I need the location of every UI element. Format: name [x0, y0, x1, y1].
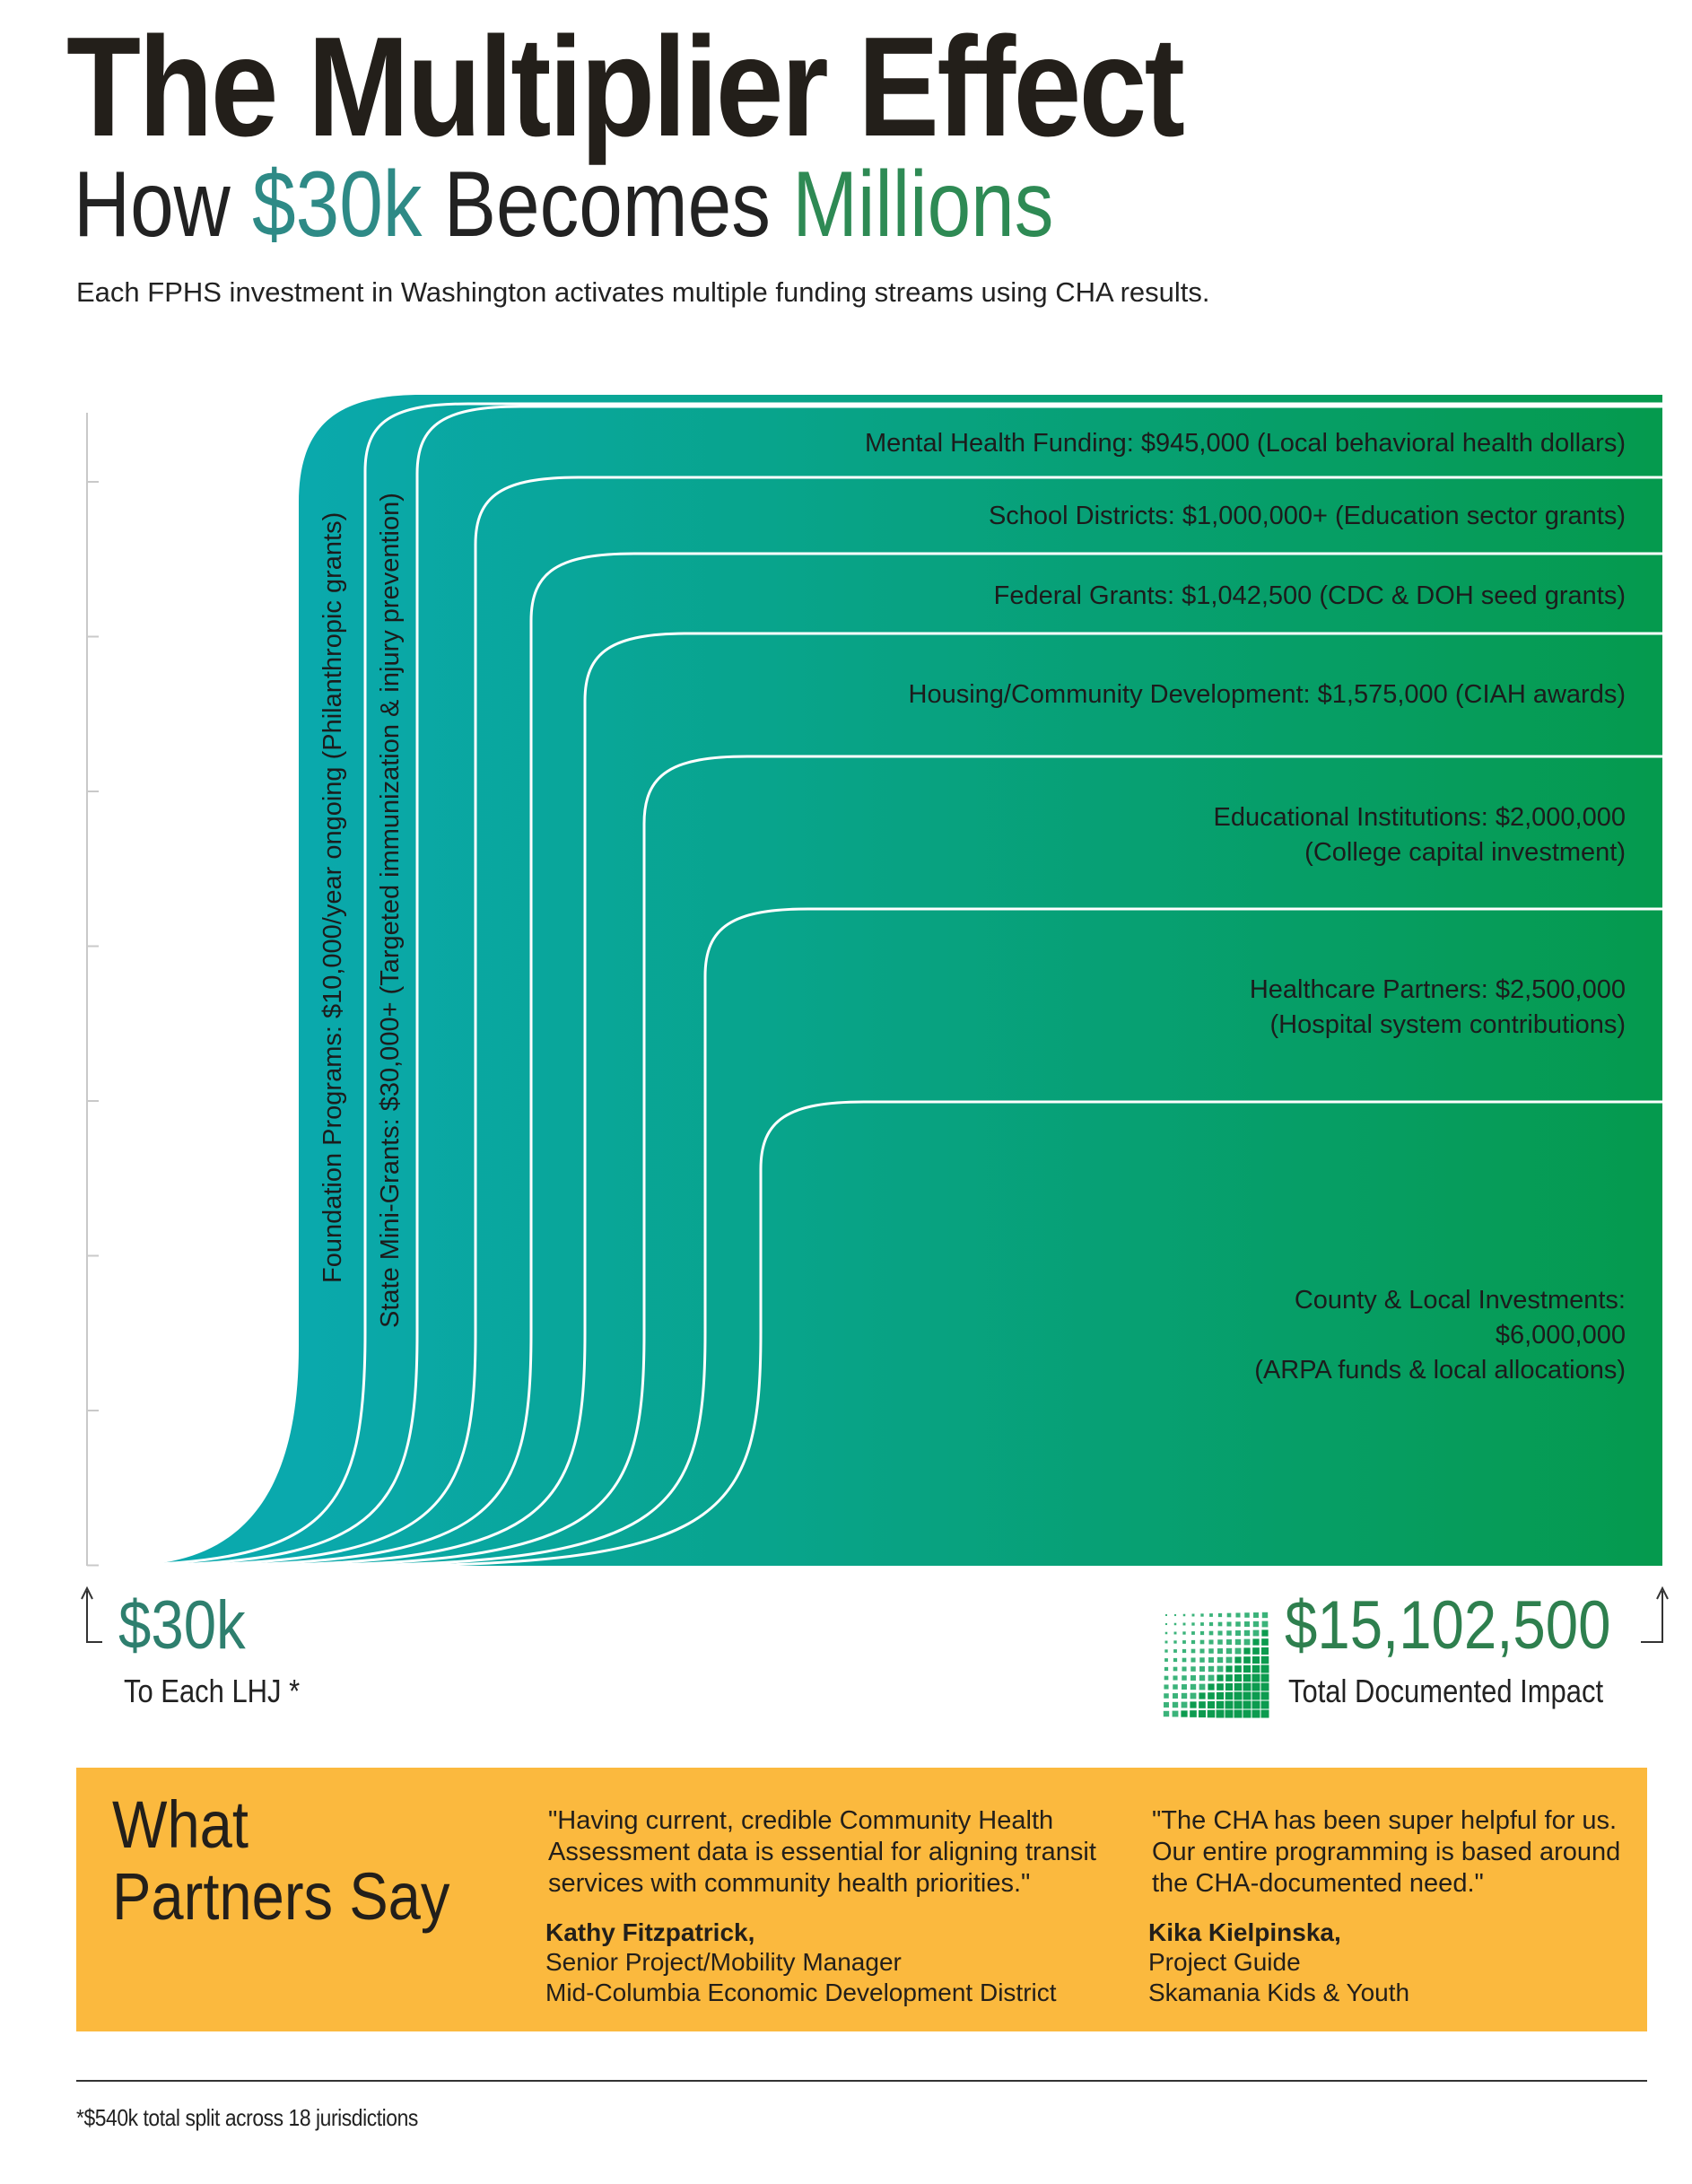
pixel-grid-cell: [1252, 1665, 1260, 1673]
flow-label-line: County & Local Investments:: [1294, 1286, 1626, 1315]
pixel-grid-cell: [1173, 1675, 1177, 1680]
pixel-grid-cell: [1173, 1667, 1178, 1672]
pixel-grid-cell: [1191, 1622, 1194, 1625]
flow-vertical-label: State Mini-Grants: $30,000+ (Targeted immunization & injury prevention): [376, 493, 405, 1328]
pixel-grid-cell: [1208, 1657, 1214, 1663]
pixel-grid-cell: [1208, 1648, 1214, 1654]
pixel-grid-cell: [1164, 1711, 1169, 1717]
quote-1-org: Mid-Columbia Economic Development District: [545, 1979, 1057, 2006]
start-value: $30k: [118, 1587, 246, 1664]
pixel-grid-cell: [1243, 1656, 1251, 1664]
pixel-grid-cell: [1252, 1674, 1260, 1682]
pixel-grid-cell: [1192, 1614, 1195, 1617]
pixel-grid-cell: [1200, 1631, 1204, 1635]
quote-2-line: the CHA-documented need.": [1152, 1869, 1484, 1898]
pixel-grid-icon: [1164, 1612, 1269, 1718]
pixel-grid-cell: [1183, 1614, 1186, 1617]
pixel-grid-cell: [1262, 1621, 1269, 1628]
pixel-grid-cell: [1182, 1675, 1187, 1681]
pixel-grid-cell: [1199, 1666, 1205, 1672]
pixel-grid-cell: [1165, 1614, 1167, 1616]
pixel-grid-cell: [1218, 1613, 1222, 1617]
pixel-grid-cell: [1253, 1621, 1259, 1627]
pixel-grid-cell: [1209, 1622, 1213, 1626]
pixel-grid-cell: [1191, 1649, 1196, 1654]
pixel-grid-cell: [1208, 1692, 1215, 1699]
pixel-grid-cell: [1217, 1683, 1224, 1690]
pixel-grid-cell: [1164, 1676, 1169, 1681]
pixel-grid-cell: [1173, 1711, 1179, 1717]
pixel-grid-cell: [1191, 1640, 1195, 1644]
start-caption: To Each LHJ *: [124, 1673, 301, 1709]
pixel-grid-cell: [1243, 1665, 1251, 1673]
y-axis: [87, 413, 99, 1566]
flow-label-line: Healthcare Partners: $2,500,000: [1249, 975, 1626, 1004]
pixel-grid-cell: [1199, 1701, 1206, 1708]
quote-2-line: "The CHA has been super helpful for us.: [1152, 1806, 1618, 1835]
pixel-grid-cell: [1252, 1701, 1260, 1709]
pixel-grid-cell: [1253, 1630, 1260, 1637]
pixel-grid-cell: [1252, 1683, 1260, 1691]
quote-1-line: services with community health priorities.": [548, 1869, 1031, 1898]
pixel-grid-cell: [1173, 1693, 1178, 1699]
quote-2-role: Project Guide: [1148, 1948, 1301, 1976]
quote-2-attribution: [1148, 1918, 1409, 2008]
pixel-grid-cell: [1225, 1665, 1232, 1672]
quote-2-name: Kika Kielpinska,: [1148, 1918, 1341, 1946]
pixel-grid-cell: [1234, 1665, 1242, 1673]
pixel-grid-cell: [1225, 1692, 1234, 1700]
pixel-grid-cell: [1190, 1701, 1196, 1708]
pixel-grid-cell: [1234, 1710, 1243, 1718]
pixel-grid-cell: [1164, 1649, 1167, 1652]
pixel-grid-cell: [1183, 1623, 1186, 1626]
pixel-grid-cell: [1164, 1684, 1168, 1689]
quote-card-1: [548, 1805, 1096, 1900]
pixel-grid-cell: [1253, 1612, 1259, 1618]
pixel-grid-cell: [1199, 1684, 1206, 1690]
pixel-grid-cell: [1252, 1656, 1260, 1664]
flow-label-line: Educational Institutions: $2,000,000: [1213, 803, 1626, 832]
subtitle-middle: Becomes: [422, 153, 793, 257]
pixel-grid-cell: [1182, 1649, 1186, 1653]
pixel-grid-cell: [1164, 1702, 1169, 1708]
pixel-grid-cell: [1182, 1631, 1185, 1634]
pixel-grid-cell: [1235, 1630, 1241, 1636]
pixel-grid-cell: [1218, 1622, 1223, 1627]
pixel-grid-cell: [1191, 1657, 1195, 1662]
pixel-grid-cell: [1182, 1702, 1188, 1708]
pixel-grid-cell: [1244, 1639, 1251, 1646]
quotes-heading-line1: What: [112, 1787, 249, 1862]
pixel-grid-cell: [1252, 1638, 1259, 1645]
start-arrow-line: [87, 1591, 102, 1642]
flow-label-line: School Districts: $1,000,000+ (Education sector grants): [988, 502, 1626, 530]
pixel-grid-cell: [1243, 1692, 1252, 1700]
pixel-grid-cell: [1217, 1639, 1223, 1645]
pixel-grid-cell: [1252, 1647, 1260, 1655]
pixel-grid-cell: [1173, 1640, 1176, 1643]
pixel-grid-cell: [1235, 1639, 1241, 1645]
pixel-grid-cell: [1226, 1630, 1232, 1636]
pixel-grid-cell: [1208, 1683, 1214, 1690]
pixel-grid-cell: [1226, 1639, 1232, 1645]
pixel-grid-cell: [1200, 1622, 1204, 1626]
quotes-heading-line2: Partners Say: [112, 1859, 450, 1934]
pixel-grid-cell: [1217, 1674, 1223, 1681]
pixel-grid-cell: [1181, 1710, 1187, 1717]
pixel-grid-cell: [1234, 1656, 1241, 1663]
pixel-grid-cell: [1200, 1640, 1205, 1645]
pixel-grid-cell: [1209, 1631, 1214, 1636]
pixel-grid-cell: [1165, 1623, 1167, 1625]
pixel-grid-cell: [1182, 1666, 1186, 1671]
pixel-grid-cell: [1261, 1638, 1269, 1646]
quote-1-text: [548, 1805, 1096, 1900]
pixel-grid-cell: [1243, 1710, 1252, 1718]
flow-label-line: $6,000,000: [1495, 1321, 1626, 1350]
flow-vertical-label: Foundation Programs: $10,000/year ongoing (Philanthropic grants): [318, 511, 347, 1283]
pixel-grid-cell: [1199, 1648, 1204, 1653]
pixel-grid-cell: [1244, 1630, 1250, 1636]
pixel-grid-cell: [1217, 1710, 1225, 1718]
pixel-grid-cell: [1191, 1666, 1196, 1672]
quote-2-org: Skamania Kids & Youth: [1148, 1979, 1410, 2006]
pixel-grid-cell: [1226, 1621, 1231, 1626]
pixel-grid-cell: [1243, 1674, 1252, 1682]
pixel-grid-cell: [1227, 1613, 1232, 1618]
flow-label-line: Mental Health Funding: $945,000 (Local behavioral health dollars): [865, 429, 1626, 458]
pixel-grid-cell: [1200, 1613, 1203, 1616]
pixel-grid-cell: [1173, 1658, 1177, 1662]
pixel-grid-cell: [1164, 1693, 1169, 1699]
pixel-grid-cell: [1252, 1710, 1260, 1718]
pixel-grid-cell: [1182, 1684, 1187, 1690]
pixel-grid-cell: [1190, 1710, 1197, 1717]
pixel-grid-cell: [1226, 1657, 1233, 1664]
pixel-grid-cell: [1235, 1612, 1240, 1617]
pixel-grid-cell: [1191, 1693, 1197, 1699]
pixel-grid-cell: [1261, 1692, 1269, 1700]
pixel-grid-cell: [1191, 1684, 1196, 1690]
pixel-grid-cell: [1208, 1675, 1215, 1682]
pixel-grid-cell: [1173, 1649, 1177, 1653]
quote-1-line: "Having current, credible Community Health: [548, 1806, 1054, 1835]
quote-card-2: [1152, 1805, 1620, 1900]
pixel-grid-cell: [1174, 1632, 1177, 1635]
flow-label-line: (ARPA funds & local allocations): [1254, 1356, 1626, 1385]
pixel-grid-cell: [1199, 1692, 1205, 1699]
pixel-grid-cell: [1174, 1614, 1176, 1616]
flow-label-line: (Hospital system contributions): [1269, 1010, 1626, 1039]
pixel-grid-cell: [1164, 1667, 1168, 1671]
footnote: *$540k total split across 18 jurisdictions: [76, 2104, 418, 2131]
pixel-grid-cell: [1244, 1612, 1250, 1618]
pixel-grid-cell: [1234, 1701, 1243, 1709]
pixel-grid-cell: [1173, 1684, 1178, 1690]
pixel-grid-cell: [1199, 1657, 1205, 1663]
pixel-grid-cell: [1208, 1701, 1215, 1708]
pixel-grid-cell: [1234, 1692, 1243, 1700]
pixel-grid-cell: [1174, 1623, 1177, 1626]
pixel-grid-cell: [1243, 1683, 1252, 1691]
subtitle-end: Millions: [792, 153, 1054, 257]
pixel-grid-cell: [1199, 1710, 1206, 1717]
footer-divider: [76, 2080, 1647, 2082]
pixel-grid-cell: [1182, 1640, 1186, 1644]
flow-label-line: Housing/Community Development: $1,575,000 (CIAH awards): [908, 680, 1626, 709]
pixel-grid-cell: [1244, 1621, 1250, 1627]
pixel-grid-cell: [1261, 1629, 1268, 1636]
pixel-grid-cell: [1165, 1641, 1168, 1644]
pixel-grid-cell: [1234, 1674, 1242, 1682]
pixel-grid-cell: [1217, 1648, 1223, 1654]
pixel-grid-cell: [1199, 1675, 1205, 1681]
pixel-grid-cell: [1191, 1675, 1196, 1681]
page-title: The Multiplier Effect: [66, 8, 1183, 166]
pixel-grid-cell: [1208, 1639, 1213, 1644]
subtitle-amount: $30k: [252, 153, 423, 257]
flow-label-line: (College capital investment): [1304, 838, 1626, 867]
pixel-grid-cell: [1225, 1701, 1234, 1709]
pixel-grid-cell: [1261, 1710, 1269, 1718]
pixel-grid-cell: [1217, 1630, 1222, 1635]
quote-1-name: Kathy Fitzpatrick,: [545, 1918, 755, 1946]
pixel-grid-cell: [1164, 1658, 1168, 1662]
quote-2-text: [1152, 1805, 1620, 1900]
pixel-grid-cell: [1262, 1612, 1268, 1618]
pixel-grid-cell: [1173, 1702, 1178, 1708]
pixel-grid-cell: [1261, 1683, 1269, 1691]
pixel-grid-cell: [1261, 1665, 1269, 1673]
pixel-grid-cell: [1243, 1701, 1252, 1709]
pixel-grid-cell: [1217, 1657, 1223, 1663]
flow-label-line: Federal Grants: $1,042,500 (CDC & DOH seed grants): [993, 581, 1626, 610]
quote-1-line: Assessment data is essential for aligning transit: [548, 1838, 1096, 1866]
quote-1-role: Senior Project/Mobility Manager: [545, 1948, 902, 1976]
pixel-grid-cell: [1217, 1692, 1224, 1699]
pixel-grid-cell: [1261, 1674, 1269, 1682]
pixel-grid-cell: [1226, 1648, 1232, 1654]
pixel-grid-cell: [1217, 1701, 1225, 1709]
pixel-grid-cell: [1243, 1647, 1250, 1654]
pixel-grid-cell: [1208, 1710, 1216, 1718]
pixel-grid-cell: [1225, 1674, 1233, 1682]
intro-text: Each FPHS investment in Washington activates multiple funding streams using CHA results.: [76, 276, 1210, 308]
pixel-grid-cell: [1252, 1692, 1260, 1700]
pixel-grid-cell: [1217, 1666, 1224, 1673]
pixel-grid-cell: [1261, 1647, 1269, 1655]
pixel-grid-cell: [1234, 1683, 1243, 1691]
pixel-grid-cell: [1209, 1613, 1213, 1617]
end-value: $15,102,500: [1285, 1587, 1611, 1664]
partner-quotes-panel: [76, 1768, 1647, 2031]
pixel-grid-cell: [1225, 1683, 1233, 1690]
pixel-grid-cell: [1235, 1648, 1242, 1655]
pixel-grid-cell: [1165, 1632, 1168, 1635]
pixel-grid-cell: [1225, 1710, 1234, 1718]
subtitle-prefix: How: [74, 153, 253, 257]
pixel-grid-cell: [1182, 1658, 1187, 1663]
end-caption: Total Documented Impact: [1288, 1673, 1604, 1709]
pixel-grid-cell: [1261, 1701, 1269, 1709]
quotes-heading: [112, 1789, 449, 1933]
pixel-grid-cell: [1208, 1666, 1214, 1672]
quote-1-attribution: [545, 1918, 1057, 2008]
quote-2-line: Our entire programming is based around: [1152, 1838, 1621, 1866]
pixel-grid-cell: [1191, 1631, 1195, 1635]
pixel-grid-cell: [1261, 1656, 1269, 1664]
end-arrow-line: [1641, 1591, 1662, 1642]
pixel-grid-cell: [1182, 1693, 1187, 1699]
pixel-grid-cell: [1235, 1621, 1241, 1627]
